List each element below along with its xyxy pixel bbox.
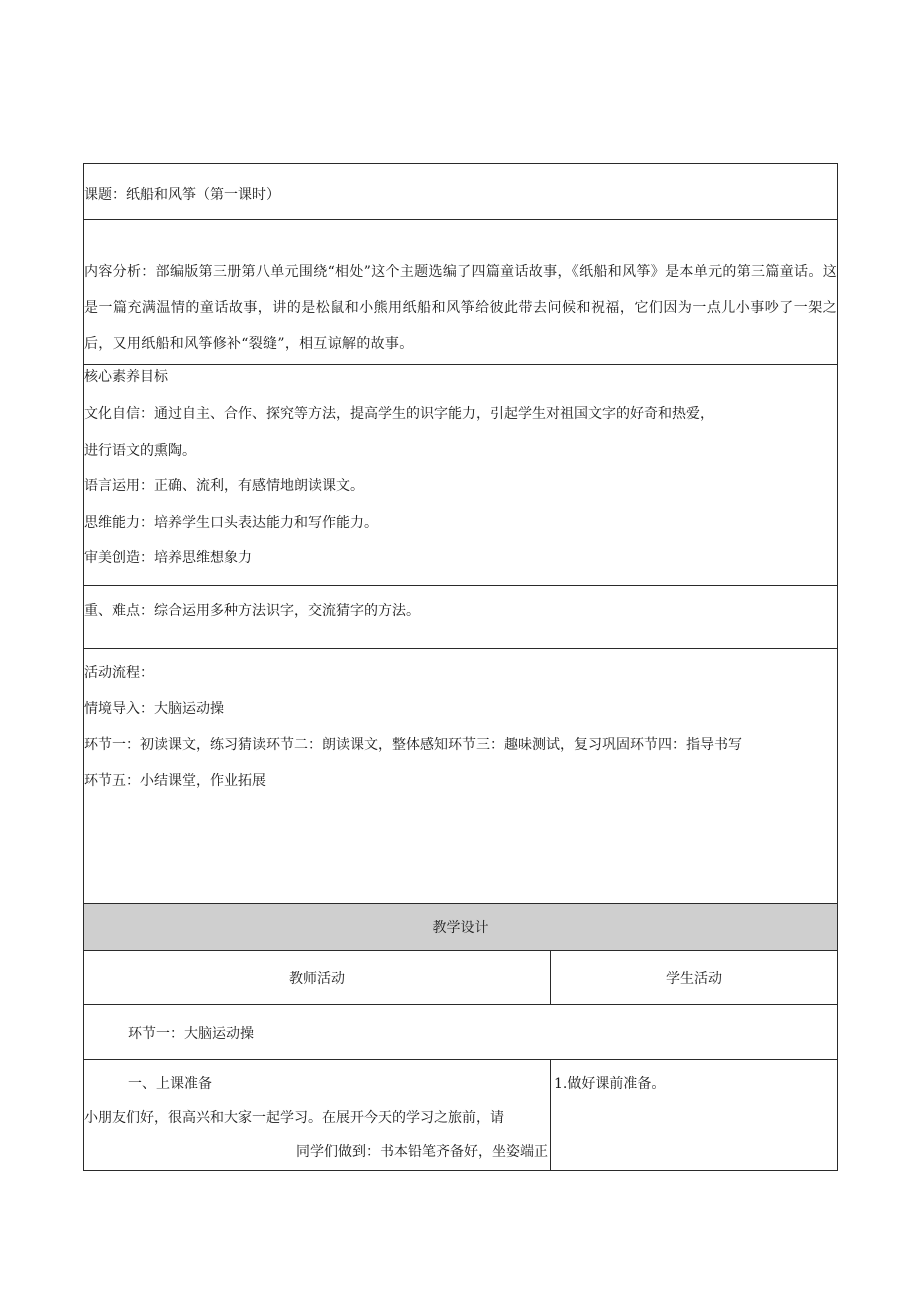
goal-thinking: 思维能力：培养学生口头表达能力和写作能力。 bbox=[84, 515, 378, 531]
flow-cell bbox=[84, 649, 838, 904]
goals-heading: 核心素养目标 bbox=[84, 369, 168, 385]
goals-cell bbox=[84, 365, 838, 586]
step-one-title: 环节一：大脑运动操 bbox=[128, 1026, 254, 1042]
goals-row bbox=[84, 365, 838, 586]
flow-row bbox=[84, 649, 838, 904]
goal-language: 语言运用：正确、流利，有感情地朗读课文。 bbox=[84, 478, 364, 494]
analysis-cell bbox=[84, 220, 838, 365]
key-points-cell bbox=[84, 586, 838, 649]
lesson-topic: 课题：纸船和风筝（第一课时） bbox=[84, 187, 280, 203]
topic-cell bbox=[84, 164, 838, 220]
preparation-row bbox=[84, 1060, 838, 1171]
content-analysis: 内容分析：部编版第三册第八单元围绕“相处”这个主题选编了四篇童话故事，《纸船和风筝》是本单元的第三篇童话。这是一篇充满温情的童话故事，讲的是松鼠和小熊用纸船和风筝给彼此带去问候和祝福，它们因为一点儿小事吵了一架之后，又用纸船和风筝修补“裂缝”，相互谅解的故事。 bbox=[84, 264, 837, 352]
design-title: 教学设计 bbox=[84, 904, 838, 951]
student-prep-text: 1.做好课前准备。 bbox=[554, 1076, 666, 1092]
flow-heading: 活动流程： bbox=[84, 665, 154, 681]
goal-culture-line2: 进行语文的熏陶。 bbox=[84, 443, 196, 459]
analysis-row bbox=[84, 220, 838, 365]
step-one-row bbox=[84, 1005, 838, 1060]
student-preparation-cell bbox=[551, 1060, 838, 1171]
topic-row bbox=[84, 164, 838, 220]
prep-title: 一、上课准备 bbox=[128, 1076, 212, 1092]
flow-steps: 环节一：初读课文，练习猜读环节二：朗读课文，整体感知环节三：趣味测试，复习巩固环节四：指导书写 bbox=[84, 737, 742, 753]
key-points: 重、难点：综合运用多种方法识字，交流猜字的方法。 bbox=[84, 603, 420, 619]
flow-intro: 情境导入：大脑运动操 bbox=[84, 701, 224, 717]
prep-text-line2: 同学们做到：书本铅笔齐备好，坐姿端正 bbox=[296, 1144, 548, 1160]
student-activity-header: 学生活动 bbox=[551, 951, 838, 1005]
design-header-row bbox=[84, 904, 838, 951]
teacher-activity-header: 教师活动 bbox=[84, 951, 551, 1005]
step-one-cell bbox=[84, 1005, 838, 1060]
goal-aesthetic: 审美创造：培养思维想象力 bbox=[84, 550, 252, 566]
goal-culture-line1: 文化自信：通过自主、合作、探究等方法，提高学生的识字能力，引起学生对祖国文字的好奇和热爱， bbox=[84, 406, 714, 422]
prep-text-line1: 小朋友们好，很高兴和大家一起学习。在展开今天的学习之旅前，请 bbox=[84, 1110, 504, 1126]
lesson-plan-table bbox=[83, 163, 838, 1171]
key-points-row bbox=[84, 586, 838, 649]
activity-header-row bbox=[84, 951, 838, 1005]
teacher-preparation-cell bbox=[84, 1060, 551, 1171]
flow-step-five: 环节五：小结课堂，作业拓展 bbox=[84, 773, 266, 789]
